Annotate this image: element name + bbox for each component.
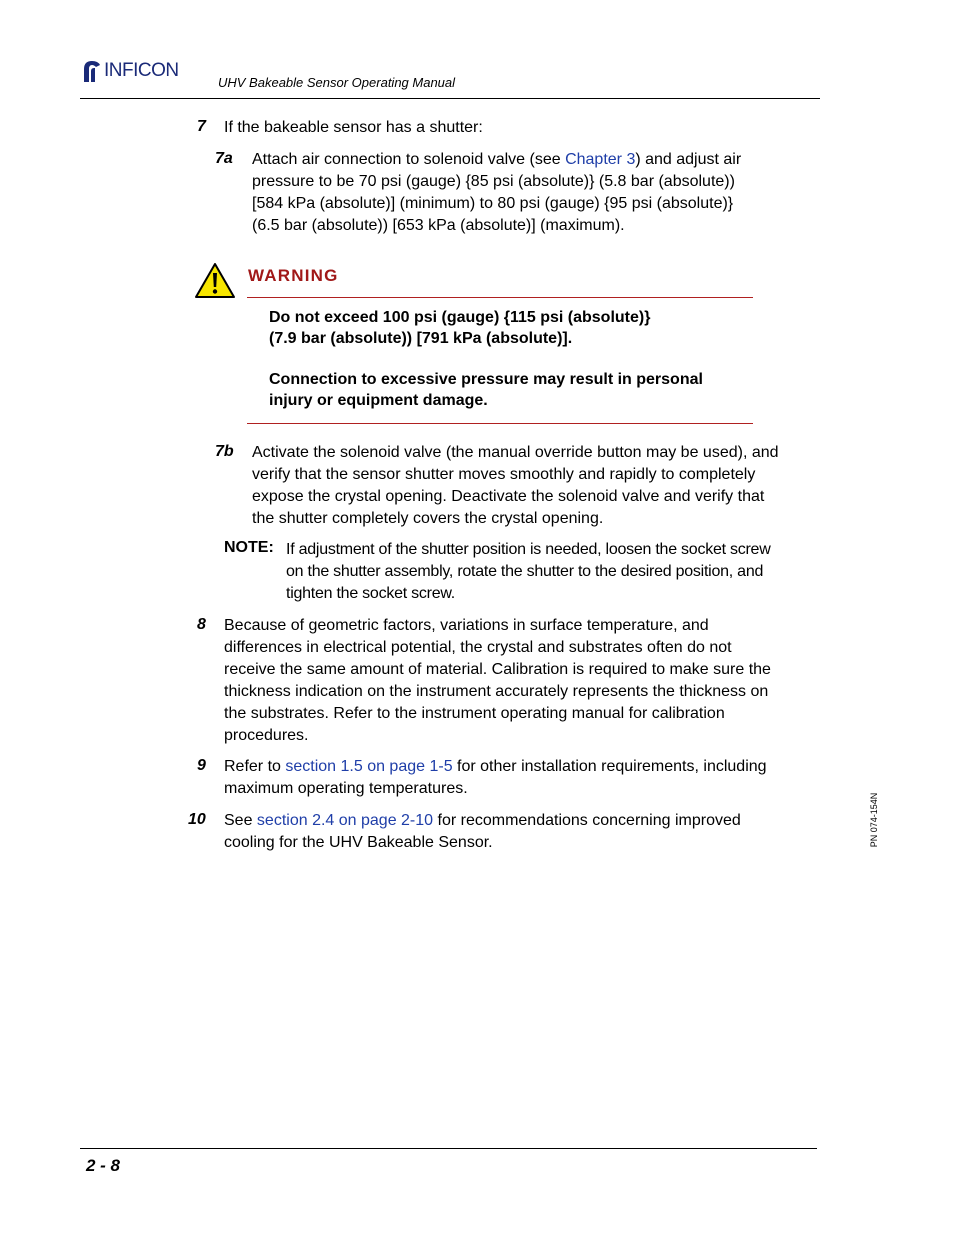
step-9-number: 9 — [197, 757, 206, 774]
step-7a-text — [252, 149, 822, 237]
step-10-text — [224, 810, 824, 854]
step-10-line: cooling for the UHV Bakeable Sensor. — [224, 834, 493, 851]
warning-bottom-rule — [247, 423, 753, 424]
warning-paragraph-1 — [269, 307, 650, 349]
step-7-number: 7 — [197, 118, 206, 135]
manual-title: UHV Bakeable Sensor Operating Manual — [218, 75, 456, 90]
step-7b-line: the shutter completely covers the crystal opening. — [252, 510, 604, 527]
warning-line: injury or equipment damage. — [269, 392, 488, 409]
warning-paragraph-2 — [269, 369, 703, 411]
note-label: NOTE: — [224, 539, 274, 556]
inficon-logo — [80, 57, 179, 85]
step-7b-line: expose the crystal opening. Deactivate the solenoid valve and verify that — [252, 488, 765, 505]
step-7a-line: pressure to be 70 psi (gauge) {85 psi (absolute)} (5.8 bar (absolute)) — [252, 173, 735, 190]
step-9-line — [224, 756, 824, 778]
note-line: If adjustment of the shutter position is needed, loosen the socket screw — [286, 541, 771, 558]
warning-top-rule — [247, 297, 753, 298]
step-8-line: the substrates. Refer to the instrument operating manual for calibration — [224, 705, 725, 722]
step-7a-number: 7a — [215, 150, 233, 167]
section-1-5-link[interactable]: section 1.5 on page 1-5 — [285, 758, 453, 775]
step-10-text-pre: See — [224, 812, 257, 829]
step-8-line: differences in electrical potential, the crystal and substrates often do not — [224, 639, 732, 656]
step-10-text-post: for recommendations concerning improved — [433, 812, 741, 829]
header-divider — [80, 98, 820, 99]
step-9-line: maximum operating temperatures. — [224, 780, 468, 797]
footer-divider — [80, 1148, 817, 1149]
step-7b-number: 7b — [215, 443, 234, 460]
step-7b-line: Activate the solenoid valve (the manual override button may be used), and — [252, 444, 779, 461]
step-9-text — [224, 756, 824, 800]
warning-line: (7.9 bar (absolute)) [791 kPa (absolute)]. — [269, 330, 573, 347]
page-number: 2 - 8 — [86, 1156, 121, 1175]
step-7-text: If the bakeable sensor has a shutter: — [224, 119, 483, 136]
step-9-text-post: for other installation requirements, including — [452, 758, 767, 775]
step-7a-text-post: ) and adjust air — [635, 151, 742, 168]
part-number-tag: PN 074-154N — [869, 792, 879, 848]
warning-line: Do not exceed 100 psi (gauge) {115 psi (absolute)} — [269, 309, 651, 326]
warning-title: WARNING — [248, 266, 339, 285]
step-8-line: procedures. — [224, 727, 309, 744]
section-2-4-link[interactable]: section 2.4 on page 2-10 — [256, 812, 434, 829]
step-7a-line: (6.5 bar (absolute)) [653 kPa (absolute)] (maximum). — [252, 217, 625, 234]
note-line: on the shutter assembly, rotate the shutter to the desired position, and — [286, 563, 764, 580]
step-10-line — [224, 810, 824, 832]
step-9-text-pre: Refer to — [224, 758, 286, 775]
warning-icon — [194, 262, 236, 304]
step-8-line: thickness indication on the instrument accurately represents the thickness on — [224, 683, 769, 700]
step-8-number: 8 — [197, 616, 206, 633]
note-text — [286, 539, 816, 605]
step-7a-line — [252, 149, 822, 171]
logo-wordmark: INFICON — [104, 60, 179, 81]
step-7a-text-pre: Attach air connection to solenoid valve (see — [252, 151, 566, 168]
warning-line: Connection to excessive pressure may result in personal — [269, 371, 703, 388]
inficon-logo-icon — [80, 59, 102, 83]
step-8-text — [224, 615, 824, 747]
step-7b-text — [252, 442, 822, 530]
step-10-number: 10 — [188, 811, 206, 828]
step-7a-line: [584 kPa (absolute)] (minimum) to 80 psi (gauge) {95 psi (absolute)} — [252, 195, 734, 212]
chapter-3-link[interactable]: Chapter 3 — [565, 151, 636, 168]
step-8-line: Because of geometric factors, variations in surface temperature, and — [224, 617, 709, 634]
note-line: tighten the socket screw. — [286, 585, 455, 602]
step-7b-line: verify that the sensor shutter moves smoothly and rapidly to completely — [252, 466, 756, 483]
step-8-line: receive the same amount of material. Calibration is required to make sure the — [224, 661, 771, 678]
